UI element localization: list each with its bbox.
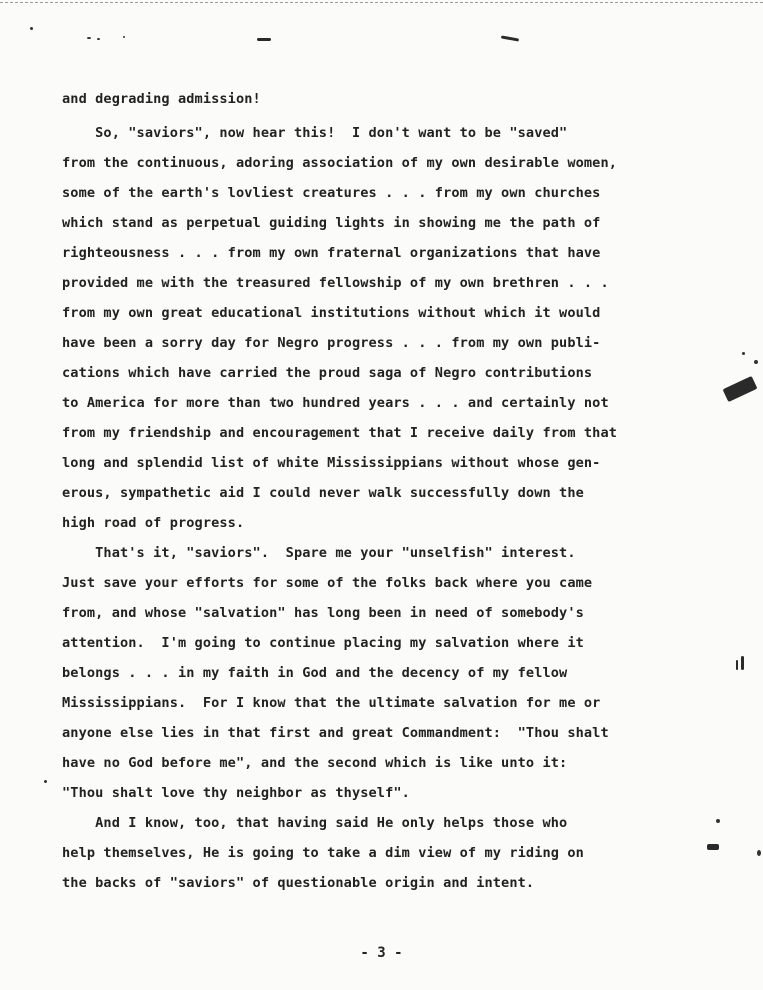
text-line: help themselves, He is going to take a dim view of my riding on: [62, 845, 584, 861]
scan-speck: [754, 360, 758, 364]
scan-speck: [44, 780, 47, 783]
text-line: and degrading admission!: [62, 91, 261, 107]
text-line: provided me with the treasured fellowship of my own brethren . . .: [62, 275, 609, 291]
scan-speck: [30, 27, 33, 30]
text-line: from the continuous, adoring association of my own desirable women,: [62, 155, 618, 171]
scan-speck: [87, 37, 91, 39]
text-line: Mississippians. For I know that the ultimate salvation for me or: [62, 695, 601, 711]
text-line: have been a sorry day for Negro progress . . . from my own publi-: [62, 335, 601, 351]
text-line: to America for more than two hundred years . . . and certainly not: [62, 395, 609, 411]
scan-mark: [257, 38, 271, 41]
text-line: high road of progress.: [62, 515, 245, 531]
text-line: cations which have carried the proud saga of Negro contributions: [62, 365, 593, 381]
text-line: the backs of "saviors" of questionable origin and intent.: [62, 875, 535, 891]
text-line: And I know, too, that having said He only helps those who: [62, 815, 568, 831]
text-line: long and splendid list of white Mississippians without whose gen-: [62, 455, 601, 471]
scan-mark: [741, 656, 744, 670]
page-number: - 3 -: [360, 945, 403, 961]
scan-mark: [707, 844, 719, 850]
text-line: That's it, "saviors". Spare me your "unselfish" interest.: [62, 545, 576, 561]
text-line: So, "saviors", now hear this! I don't want to be "saved": [62, 125, 568, 141]
text-line: righteousness . . . from my own fraternal organizations that have: [62, 245, 601, 261]
text-line: erous, sympathetic aid I could never walk successfully down the: [62, 485, 584, 501]
text-line: some of the earth's lovliest creatures . . . from my own churches: [62, 185, 601, 201]
scan-mark: [736, 660, 738, 670]
scan-speck: [97, 38, 100, 40]
scan-mark: [723, 376, 758, 402]
text-line: belongs . . . in my faith in God and the decency of my fellow: [62, 665, 568, 681]
text-line: anyone else lies in that first and great Commandment: "Thou shalt: [62, 725, 609, 741]
scan-mark: [501, 35, 519, 41]
text-line: from my own great educational institutions without which it would: [62, 305, 601, 321]
text-line: which stand as perpetual guiding lights in showing me the path of: [62, 215, 601, 231]
text-line: Just save your efforts for some of the folks back where you came: [62, 575, 593, 591]
scan-speck: [742, 352, 745, 355]
scan-speck: [123, 36, 125, 38]
text-line: from my friendship and encouragement that I receive daily from that: [62, 425, 618, 441]
text-line: attention. I'm going to continue placing my salvation where it: [62, 635, 584, 651]
page-top-edge: [0, 2, 763, 3]
text-line: from, and whose "salvation" has long been in need of somebody's: [62, 605, 584, 621]
scan-speck: [716, 819, 720, 823]
text-line: have no God before me", and the second which is like unto it:: [62, 755, 568, 771]
scan-speck: [757, 850, 761, 856]
text-line: "Thou shalt love thy neighbor as thyself".: [62, 785, 410, 801]
